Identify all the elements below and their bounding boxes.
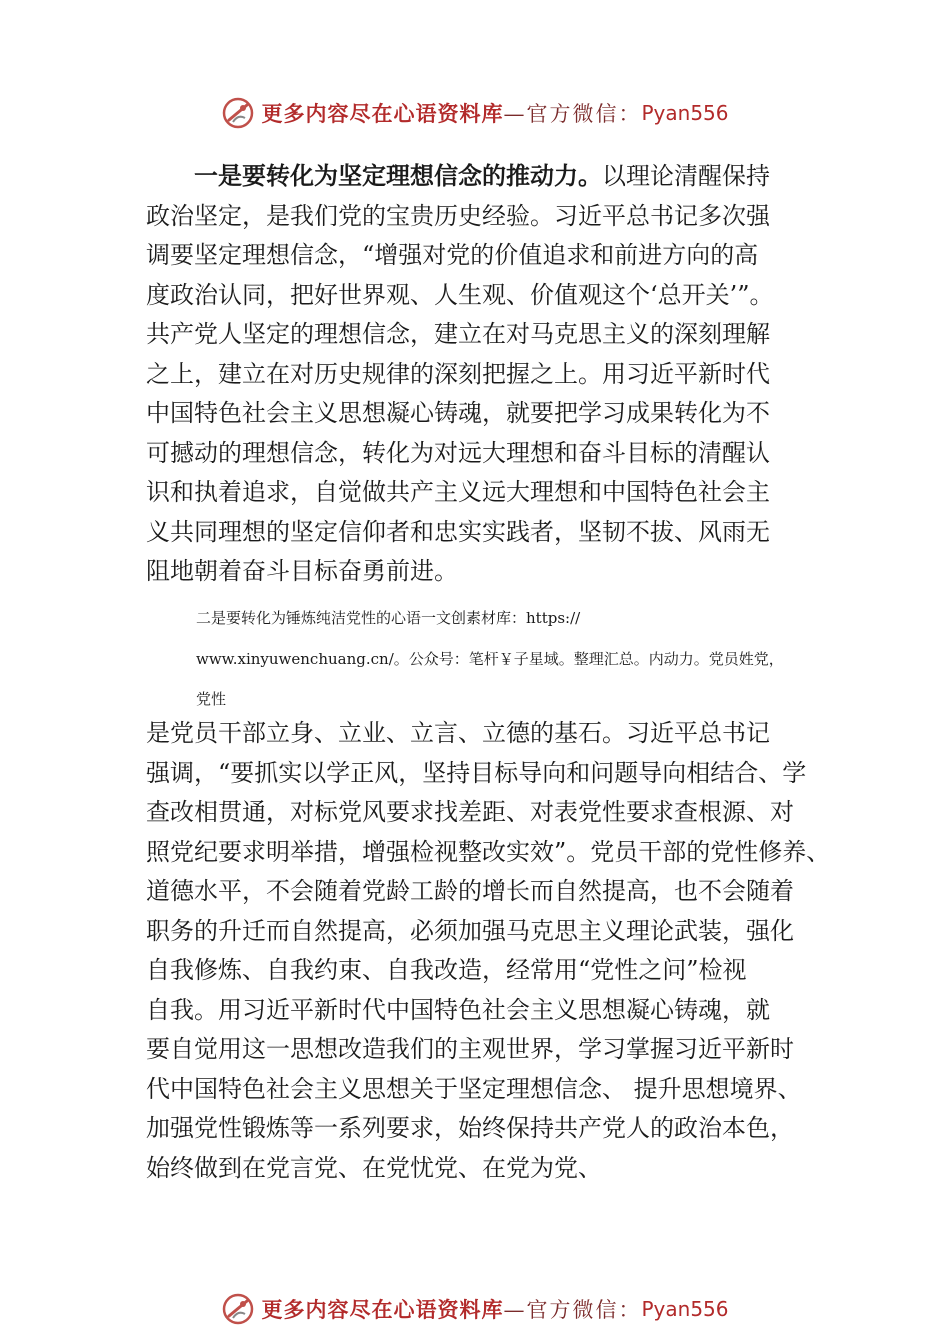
paragraph-2-line: 是党员干部立身、立业、立言、立德的基石。习近平总书记: [146, 719, 770, 747]
paragraph-2-line: 照党纪要求明举措，增强检视整改实效”。党员干部的党性修养、: [146, 837, 831, 866]
paragraph-1-line: 识和执着追求，自觉做共产主义远大理想和中国特色社会主: [146, 478, 770, 506]
small-text-line: 党性: [196, 690, 227, 708]
paragraph-2: [146, 714, 846, 1188]
paragraph-1-line: 调要坚定理想信念，“增强对党的价值追求和前进方向的高: [146, 241, 759, 269]
paragraph-2-line: 始终做到在党言党、在党忧党、在党为党、: [146, 1153, 602, 1182]
paragraph-1-line: 之上，建立在对历史规律的深刻把握之上。用习近平新时代: [146, 359, 770, 388]
paragraph-1-line-1: [146, 157, 846, 197]
logo-icon: [221, 1292, 255, 1326]
paragraph-2-line: 强调，“要抓实以学正风，坚持目标导向和问题导向相结合、学: [146, 758, 807, 787]
paragraph-1-line: 度政治认同，把好世界观、人生观、价值观这个‘总开关’”。: [146, 280, 774, 309]
paragraph-2-line: 自我。用习近平新时代中国特色社会主义思想凝心铸魂，就: [146, 995, 770, 1024]
banner-library-text: 更多内容尽在心语资料库: [261, 1297, 504, 1322]
paragraph-1-line: 共产党人坚定的理想信念，建立在对马克思主义的深刻理解: [146, 320, 770, 348]
paragraph-2-line: 代中国特色社会主义思想关于坚定理想信念、 提升思想境界、: [146, 1074, 802, 1103]
small-text-line: www.xinyuwenchuang.cn/。公众号：笔杆￥子星域。整理汇总。内动力。党员姓党，: [196, 649, 784, 668]
watermark-insert-text: [196, 598, 896, 720]
paragraph-2-line: 道德水平，不会随着党龄工龄的增长而自然提高，也不会随着: [146, 877, 794, 905]
paragraph-1: [146, 157, 846, 592]
paragraph-1-line: 阻地朝着奋斗目标奋勇前进。: [146, 557, 458, 585]
paragraph-1-lead: 一是要转化为坚定理想信念的推动力。: [194, 162, 602, 190]
banner-wechat-id: Pyan556: [641, 101, 729, 125]
paragraph-2-line: 职务的升迁而自然提高，必须加强马克思主义理论武装，强化: [146, 916, 794, 945]
banner-wechat-label: —官方微信：: [503, 102, 642, 126]
banner-wechat-label: —官方微信：: [503, 1298, 642, 1322]
banner-wechat-id: Pyan556: [641, 1297, 729, 1321]
paragraph-2-line: 要自觉用这一思想改造我们的主观世界，学习掌握习近平新时: [146, 1035, 794, 1063]
banner-library-text: 更多内容尽在心语资料库: [261, 101, 504, 126]
paragraph-2-line: 加强党性锻炼等一系列要求，始终保持共产党人的政治本色，: [146, 1114, 794, 1142]
paragraph-1-line-1-rest: 以理论清醒保持: [602, 162, 770, 190]
paragraph-1-line: 义共同理想的坚定信仰者和忠实实践者，坚韧不拔、风雨无: [146, 517, 770, 546]
paragraph-2-line: 自我修炼、自我约束、自我改造，经常用“党性之问”检视: [146, 956, 747, 984]
paragraph-2-line: 查改相贯通，对标党风要求找差距、对表党性要求查根源、对: [146, 798, 794, 826]
paragraph-1-line: 政治坚定，是我们党的宝贵历史经验。习近平总书记多次强: [146, 201, 770, 230]
paragraph-1-line: 中国特色社会主义思想凝心铸魂，就要把学习成果转化为不: [146, 399, 770, 427]
header-banner: [0, 96, 950, 130]
footer-banner: [0, 1292, 950, 1326]
small-text-line: 二是要转化为锤炼纯洁党性的心语一文创素材库：https://: [196, 609, 581, 627]
paragraph-1-line: 可撼动的理想信念，转化为对远大理想和奋斗目标的清醒认: [146, 438, 770, 467]
logo-icon: [221, 96, 255, 130]
